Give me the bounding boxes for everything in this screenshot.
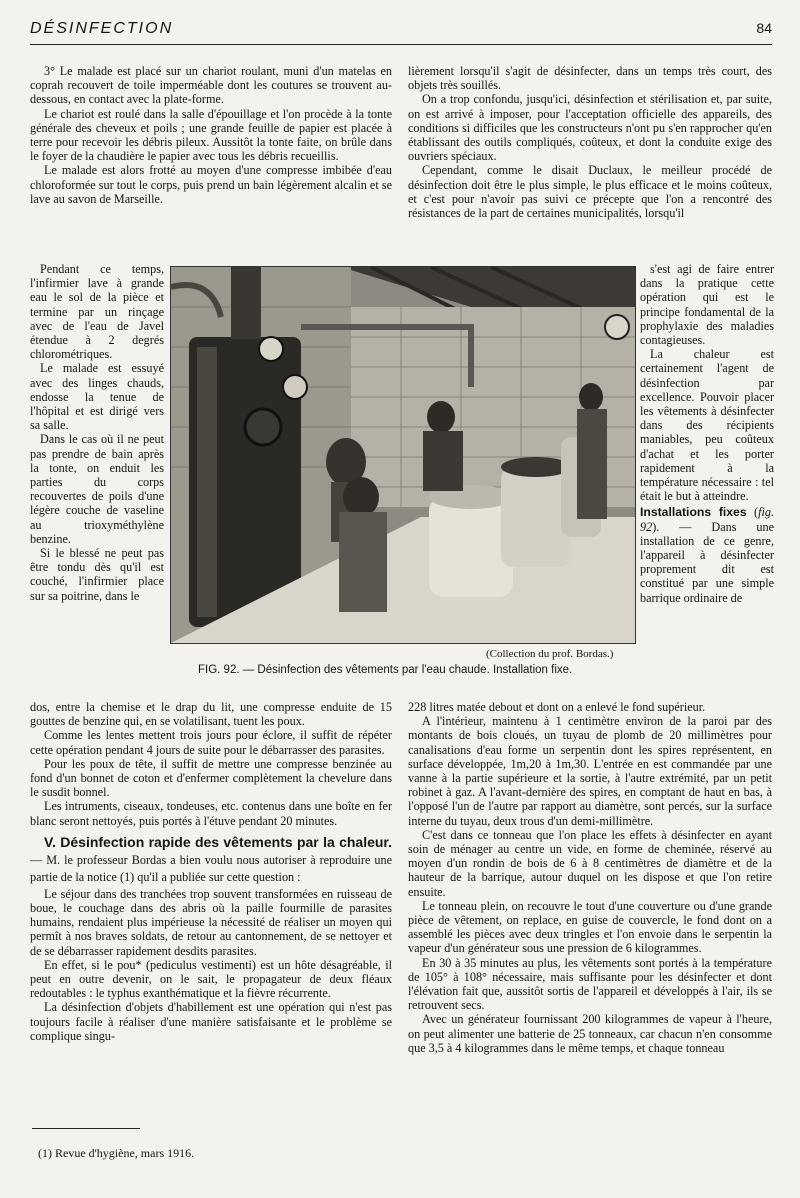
paragraph: La chaleur est certainement l'agent de désinfection par excellence. Pouvoir placer les vêtements à désinfecter dans des récipients maniables, peu coûteux d'achat et les porter rapidement à la température nécessaire : tel était le but à atteindre.	[640, 347, 774, 504]
paragraph: s'est agi de faire entrer dans la pratique cette opération qui est le principe fondamental de la prophylaxie des maladies contagieuses.	[640, 262, 774, 348]
paragraph: Les intruments, ciseaux, tondeuses, etc. contenus dans une boîte en fer blanc seront nettoyés, puis portés à l'étuve pendant 20 minutes.	[30, 799, 392, 828]
installations-paragraph: Installations fixes (fig. 92). — Dans une installation de ce genre, l'appareil à désinfecter proprement dit est constitué par une simple barrique ordinaire de	[640, 505, 774, 605]
paragraph: Le chariot est roulé dans la salle d'épouillage et l'on procède à la tonte générale des cheveux et poils ; une grande feuille de papier est placée à terre pour recevoir les débris pileux. Aussitôt la tonte faite, on brûle dans le foyer de la chaudière le papier avec tous les débris recueillis.	[30, 106, 392, 164]
paragraph: Si le blessé ne peut pas être tondu dès qu'il est couché, l'infirmier place sur sa poitrine, dans le	[30, 546, 164, 603]
paragraph: En 30 à 35 minutes au plus, les vêtements sont portés à la température de 105° à 108° nécessaire, mais suffisante pour les désinfecter et dont l'élévation fait que, aussitôt sortis de l'appareil et développés à l'air, ils se retrouvent secs.	[408, 955, 772, 1013]
section-intro: — M. le professeur Bordas a bien voulu nous autoriser à reproduire une partie de la notice (1) qu'il a publiée sur cette question :	[30, 852, 392, 884]
footnote: (1) Revue d'hygiène, mars 1916.	[38, 1146, 195, 1160]
page-header	[30, 18, 772, 45]
left-column-narrow	[30, 262, 164, 603]
footnote-divider	[32, 1128, 140, 1129]
page-number: 84	[756, 20, 772, 36]
paragraph: A l'intérieur, maintenu à 1 centimètre environ de la paroi par des montants de bois cloués, un tuyau de plomb de 20 millimètres pour canalisations d'eau forme un serpentin dont les spires représentent, en surface développée, 1m,20 à 1m,30. L'entrée en est commandée par une vanne à la partie supérieure et la sortie, à l'autre extrémité, par un petit robinet à gaz. A l'avant-dernière des spires, en comptant de haut en bas, à l'opposé l'un de l'autre par rapport au diamètre, sont percés, sur la surface interne du tuyau, deux trous d'un demi-millimètre.	[408, 714, 772, 828]
paragraph: lièrement lorsqu'il s'agit de désinfecter, dans un temps très court, des objets très souillés.	[408, 64, 772, 93]
right-column-top	[408, 64, 772, 220]
figure-credit: (Collection du prof. Bordas.)	[486, 648, 614, 660]
paragraph: Comme les lentes mettent trois jours pour éclore, il suffit de répéter cette opération pendant 4 jours de suite pour le débarrasser des parasites.	[30, 728, 392, 757]
paragraph: Le malade est alors frotté au moyen d'une compresse imbibée d'eau chloroformée sur tout le corps, puis prend un bain légèrement alcalin et se lave au savon de Marseille.	[30, 163, 392, 206]
paragraph: 228 litres matée debout et dont on a enlevé le fond supérieur.	[408, 700, 706, 714]
paragraph: En effet, si le pou* (pediculus vestimenti) est un hôte désagréable, il peut en outre devenir, on le sait, le propagateur de deux fléaux redoutables : le typhus exanthématique et la fièvre récurrente.	[30, 957, 392, 1001]
figure-caption: FIG. 92. — Désinfection des vêtements par l'eau chaude. Installation fixe.	[198, 664, 573, 676]
running-title: DÉSINFECTION	[30, 20, 174, 37]
paragraph: 3° Le malade est placé sur un chariot roulant, muni d'un matelas en coprah recouvert de toile imperméable dont les coutures se trouvent au-dessous, en contact avec la plate-forme.	[30, 64, 392, 107]
installations-heading: Installations fixes	[640, 505, 747, 520]
section-heading	[30, 834, 392, 885]
paragraph: On a trop confondu, jusqu'ici, désinfection et stérilisation et, par suite, on est arrivé à imposer, pour l'acceptation officielle des appareils, des conditions si difficiles que les constructeurs n'ont pu s'en rapprocher qu'en établissant des outils compliqués, coûteux, et dont la conduite exige des ouvriers spéciaux.	[408, 92, 772, 164]
figure-photo	[170, 266, 636, 644]
paragraph: Le malade est essuyé avec des linges chauds, endosse la tenue de l'hôpital et est dirigé vers sa salle.	[30, 361, 164, 433]
figure-reference: fig. 92	[640, 505, 774, 534]
paragraph: Pendant ce temps, l'infirmier lave à grande eau le sol de la pièce et termine par un rinçage avec de l'eau de Javel étendue à 2 degrés chlorométriques.	[30, 262, 164, 362]
paragraph: Dans le cas où il ne peut pas prendre de bain après la tonte, on enduit les parties du corps recouvertes de poils d'une légère couche de vaseline au trioxyméthylène benzine.	[30, 432, 164, 546]
paragraph: dos, entre la chemise et le drap du lit, une compresse enduite de 15 gouttes de benzine qui, en se volatilisant, tuent les poux.	[30, 700, 392, 729]
paragraph: Pour les poux de tête, il suffit de mettre une compresse benzinée au fond d'un bonnet de coton et d'enfermer complètement la chevelure dans le susdit bonnel.	[30, 756, 392, 800]
installations-text: — Dans une installation de ce genre, l'appareil à désinfecter proprement dit est constitué par une simple barrique ordinaire de	[640, 519, 774, 605]
paragraph: La désinfection d'objets d'habillement est une opération qui n'est pas toujours facile à réaliser d'une manière satisfaisante et le problème se complique singu-	[30, 1000, 392, 1043]
disinfection-room-illustration	[171, 267, 635, 643]
paragraph: C'est dans ce tonneau que l'on place les effets à désinfecter en ayant soin de ménager au centre un vide, en forme de cheminée, réservé au moyen d'un rondin de bois de 6 à 8 centimètres de diamètre et de la hauteur de la barrique, autour duquel on les dispose et que l'on retire ensuite.	[408, 827, 772, 899]
right-column-narrow	[640, 262, 774, 605]
paragraph: Avec un générateur fournissant 200 kilogrammes de vapeur à l'heure, on peut alimenter une batterie de 25 tonneaux, car chacun n'en consomme que 3,5 à 4 kilogrammes dans le même temps, et chaque tonneau	[408, 1012, 772, 1055]
paragraph: Cependant, comme le disait Duclaux, le meilleur procédé de désinfection doit être le plus simple, le plus efficace et le moins coûteux, et c'est pour n'avoir pas suivi ce précepte que l'on a rencontré des résistances de la part de certaines municipalités, lorsqu'il	[408, 163, 772, 221]
left-column-top	[30, 64, 392, 206]
paragraph: Le séjour dans des tranchées trop souvent transformées en ruisseau de boue, le couchage dans des abris où la paille fourmille de parasites humains, rendaient plus impérieuse la nécessité de réaliser un moyen qui permît à nos braves soldats, de retour au cantonnement, de se nettoyer et de se débarrasser rapidement desdits parasites.	[30, 886, 392, 958]
paragraph: Le tonneau plein, on recouvre le tout d'une couverture ou d'une grande pièce de vêtement, on replace, en guise de couvercle, le fond dont on a assemblé les pièces avec deux tringles et l'on envoie dans le serpentin la vapeur d'un générateur sous une pression de 6 kilogrammes.	[408, 898, 772, 956]
right-column-bottom	[408, 700, 772, 1055]
left-column-bottom	[30, 700, 392, 1043]
section-title: V. Désinfection rapide des vêtements par la chaleur.	[44, 833, 392, 850]
